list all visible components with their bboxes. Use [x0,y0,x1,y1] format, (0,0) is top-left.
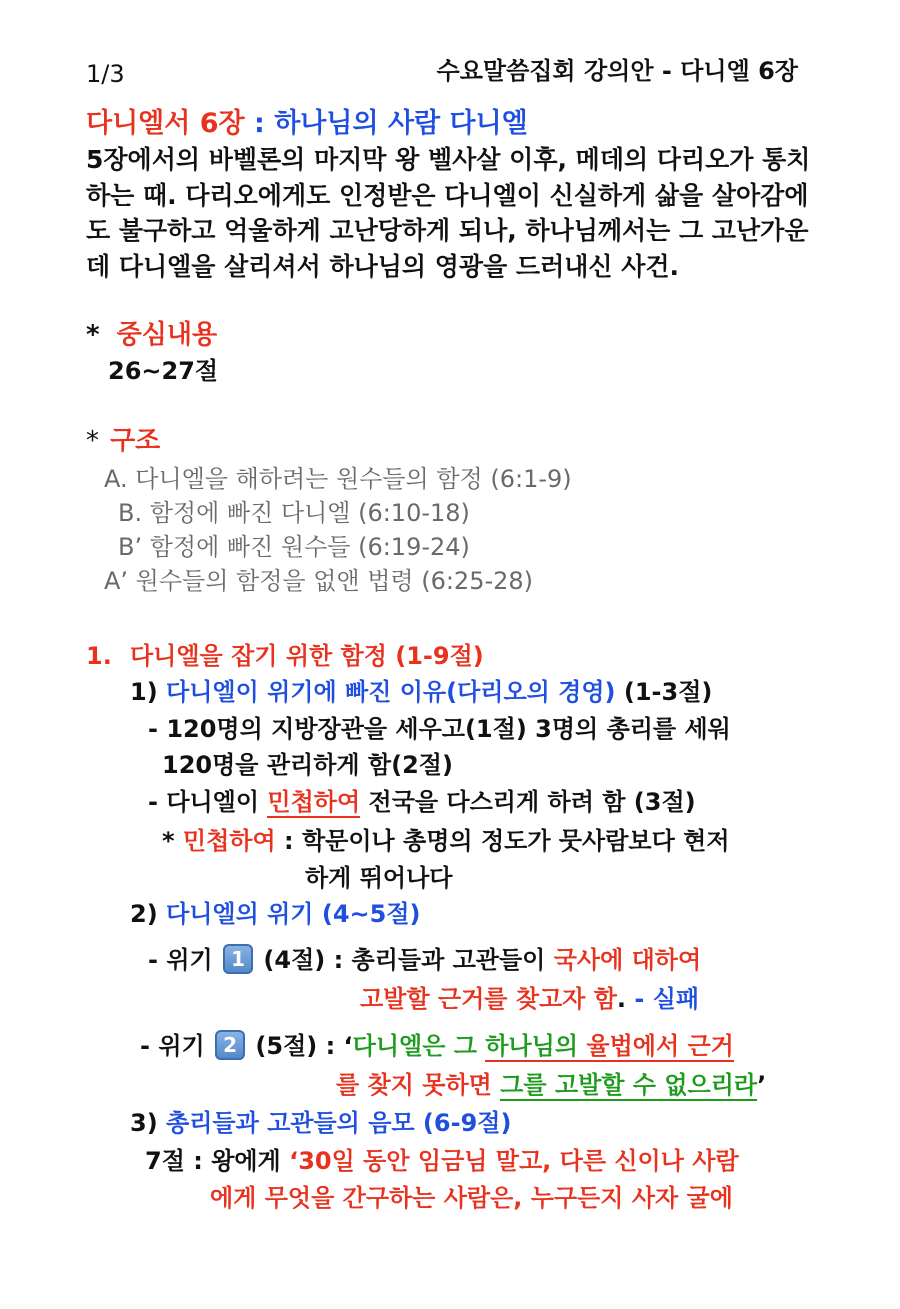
chapter-label: 다니엘서 6장 [86,108,245,139]
sub-1-title: 다니엘이 위기에 빠진 이유(다리오의 경영) [166,678,616,706]
sub-1-line-2: 120명을 관리하게 함(2절) [162,751,453,779]
sub-1-heading [130,676,712,708]
structure-item-a: A. 다니엘을 해하려는 원수들의 함정 (6:1-9) [104,465,572,493]
sub-1-line-3: - 다니엘이 민첩하여 전국을 다스리게 하려 함 (3절) [148,788,696,816]
term-note-continued: 하게 뛰어나다 [305,864,453,892]
title-subject: 하나님의 사람 다니엘 [274,108,528,139]
structure-label: 구조 [110,426,161,456]
fail-label: - 실패 [626,985,700,1013]
term-note-word: 민첩하여 [182,827,276,855]
central-bullet: * [86,320,100,350]
central-verses: 26~27절 [108,357,219,385]
structure-item-b: B. 함정에 빠진 다니엘 (6:10-18) [118,499,470,527]
crisis-2-continued: 를 찾지 못하면 그를 고발할 수 없으리라’ [336,1071,767,1099]
term-highlight: 민첩하여 [267,788,361,816]
sub-2-title: 다니엘의 위기 (4~5절) [166,900,421,928]
number-1-icon: 1 [223,944,253,974]
sub-3-title: 총리들과 고관들의 음모 (6-9절) [166,1109,512,1137]
structure-heading [86,424,160,458]
title-separator: : [244,108,275,139]
page-number: 1/3 [86,60,125,88]
number-2-icon: 2 [215,1030,245,1060]
verse-7-line-1: 7절 : 왕에게 ‘30일 동안 임금님 말고, 다른 신이나 사람 [145,1147,739,1175]
crisis-2-line: - 위기 2 (5절) : ‘다니엘은 그 하나님의 율법에서 근거 [140,1032,734,1060]
central-heading [86,318,217,352]
intro-line-3: 도 불구하고 억울하게 고난당하게 되나, 하나님께서는 그 고난가운 [86,216,809,245]
section-1-title: 다니엘을 잡기 위한 함정 (1-9절) [130,642,484,670]
intro-line-2: 하는 때. 다리오에게도 인정받은 다니엘이 신실하게 삶을 살아감에 [86,181,809,210]
sub-2-number: 2) [130,900,158,928]
crisis-1-line: - 위기 1 (4절) : 총리들과 고관들이 국사에 대하여 [148,946,702,974]
structure-bullet: * [86,426,99,456]
page-title [86,106,528,142]
sub-2-heading [130,898,420,930]
structure-item-b-prime: B’ 함정에 빠진 원수들 (6:19-24) [118,533,470,561]
structure-item-a-prime: A’ 원수들의 함정을 없앤 법령 (6:25-28) [104,567,534,595]
central-label: 중심내용 [116,320,218,350]
crisis-1-continued: 고발할 근거를 찾고자 함. - 실패 [360,985,700,1013]
sub-1-number: 1) [130,678,158,706]
section-1-number: 1. [86,642,112,670]
intro-line-1: 5장에서의 바벨론의 마지막 왕 벨사살 이후, 메데의 다리오가 통치 [86,145,811,174]
term-note: * 민첩하여 : 학문이나 총명의 정도가 뭇사람보다 현저 [162,827,730,855]
sub-3-heading [130,1107,511,1139]
sub-1-range: (1-3절) [615,678,713,706]
intro-line-4: 데 다니엘을 살리셔서 하나님의 영광을 드러내신 사건. [86,252,680,281]
sub-3-number: 3) [130,1109,158,1137]
sub-1-line-1: - 120명의 지방장관을 세우고(1절) 3명의 총리를 세워 [148,715,731,743]
document-title: 수요말씀집회 강의안 - 다니엘 6장 [436,57,798,85]
verse-7-line-2: 에게 무엇을 간구하는 사람은, 누구든지 사자 굴에 [210,1184,733,1212]
